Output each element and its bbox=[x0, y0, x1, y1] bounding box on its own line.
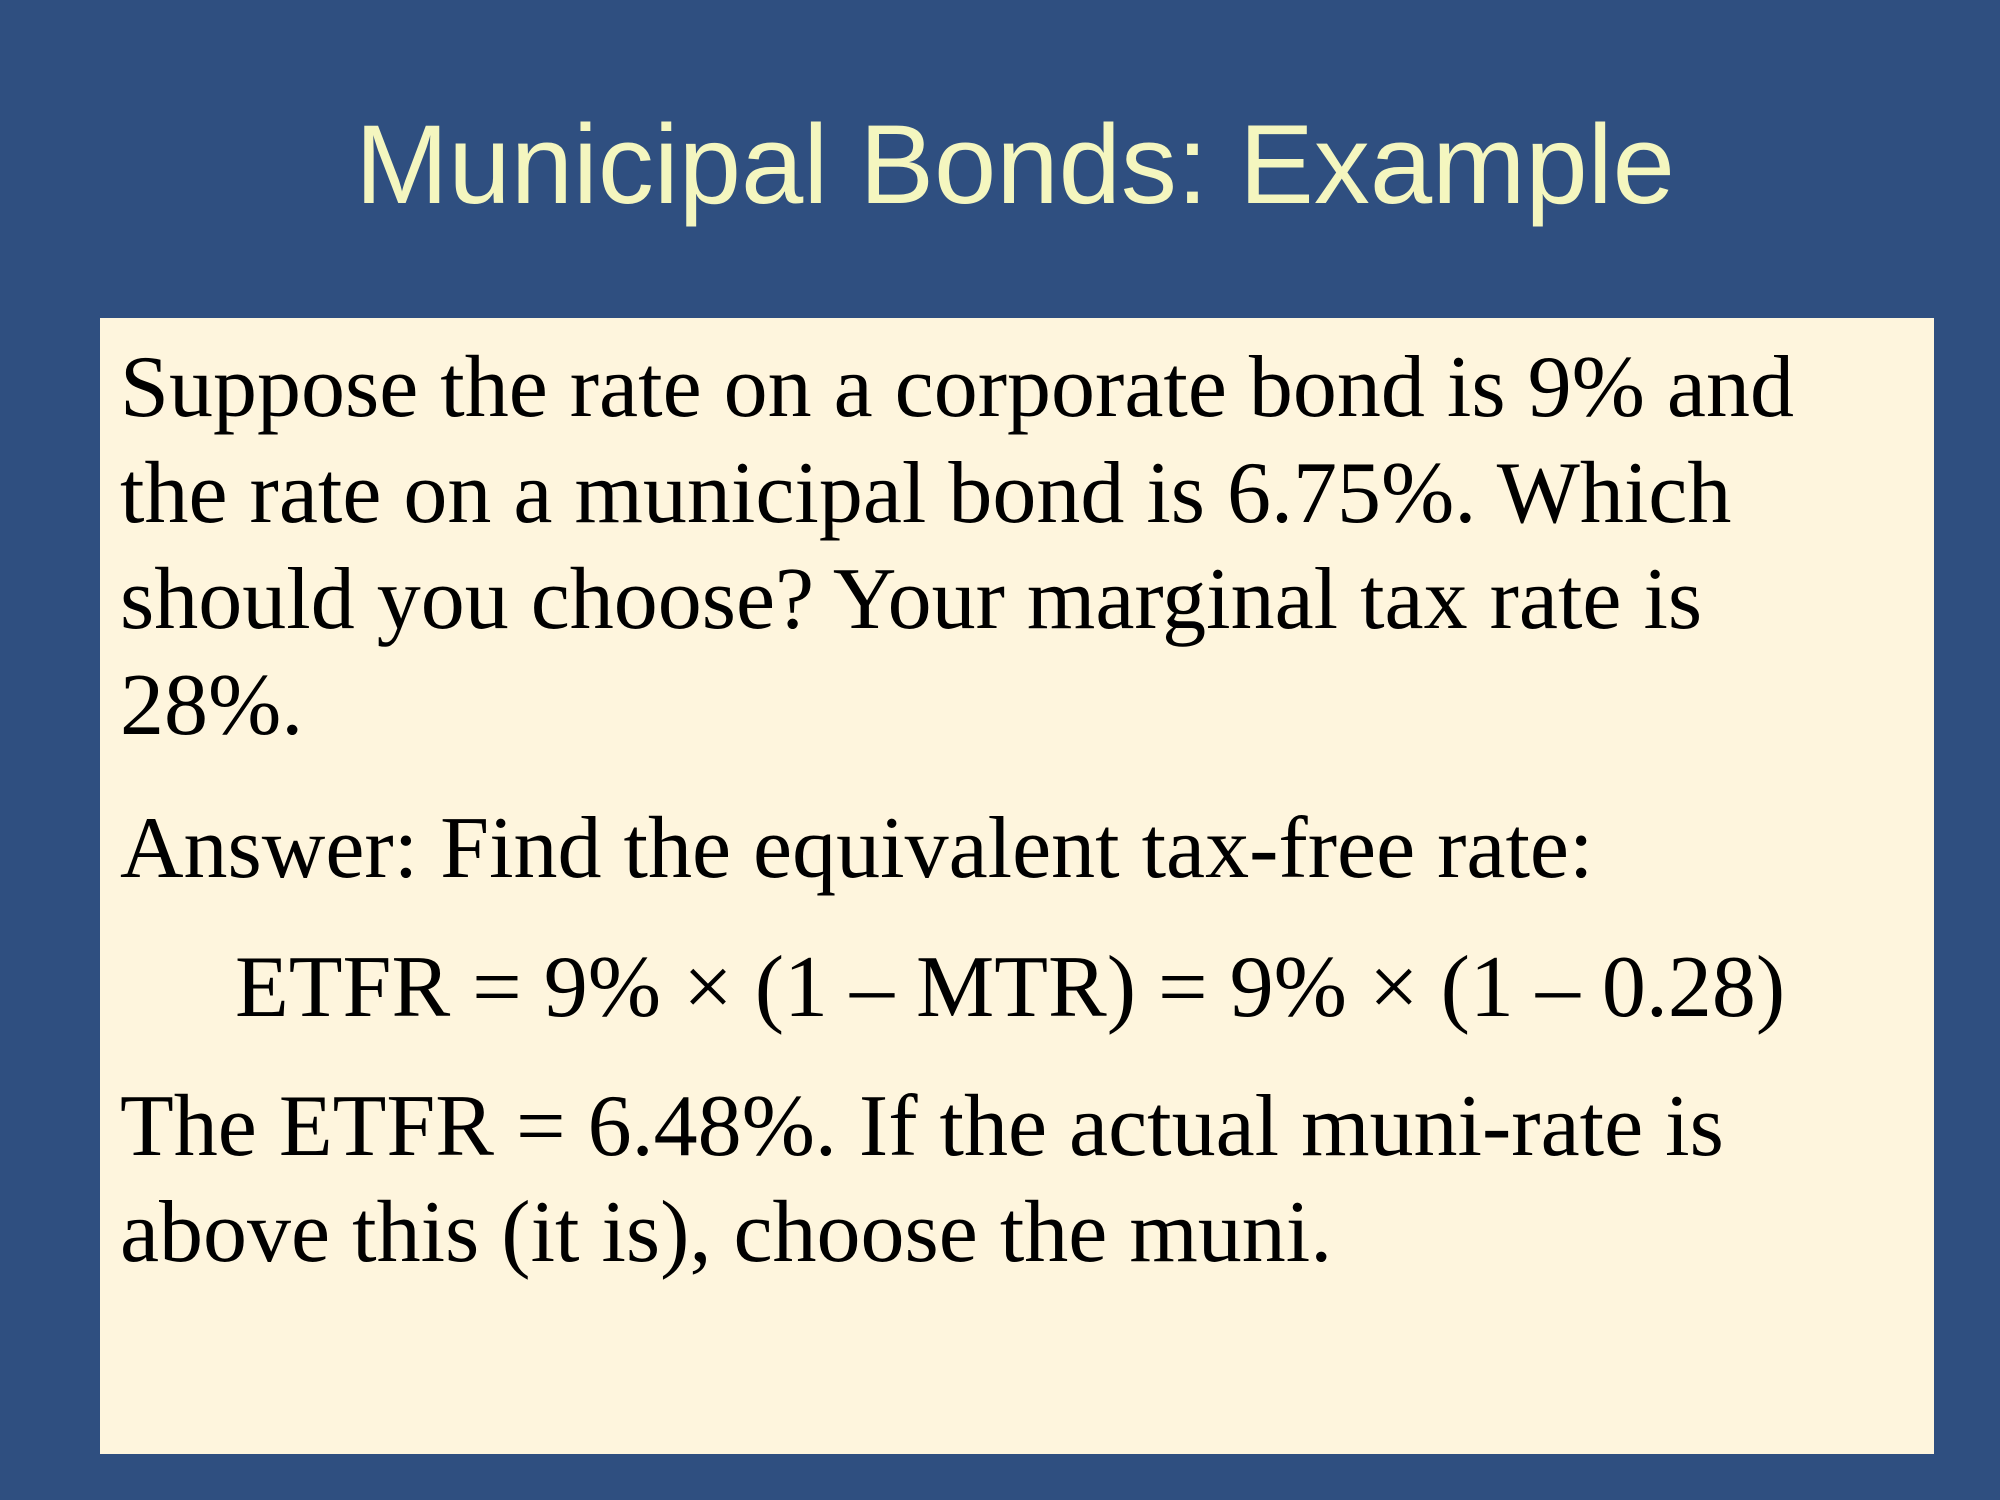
question-line: the rate on a municipal bond is 6.75%. Which bbox=[120, 445, 1732, 542]
content-panel bbox=[100, 318, 1934, 1454]
question-line: 28%. bbox=[120, 657, 304, 754]
question-line: should you choose? Your marginal tax rate is bbox=[120, 551, 1703, 648]
formula: ETFR = 9% × (1 – MTR) = 9% × (1 – 0.28) bbox=[235, 939, 1786, 1036]
conclusion-line: The ETFR = 6.48%. If the actual muni-rate is bbox=[120, 1078, 1724, 1175]
question-line: Suppose the rate on a corporate bond is 9% and bbox=[120, 339, 1794, 436]
answer-line: Answer: Find the equivalent tax-free rate: bbox=[120, 800, 1594, 897]
answer-paragraph bbox=[120, 796, 1920, 902]
question-paragraph bbox=[120, 335, 1920, 759]
conclusion-paragraph bbox=[120, 1074, 1920, 1286]
conclusion-line: above this (it is), choose the muni. bbox=[120, 1184, 1333, 1281]
slide-title: Municipal Bonds: Example bbox=[355, 102, 1675, 227]
